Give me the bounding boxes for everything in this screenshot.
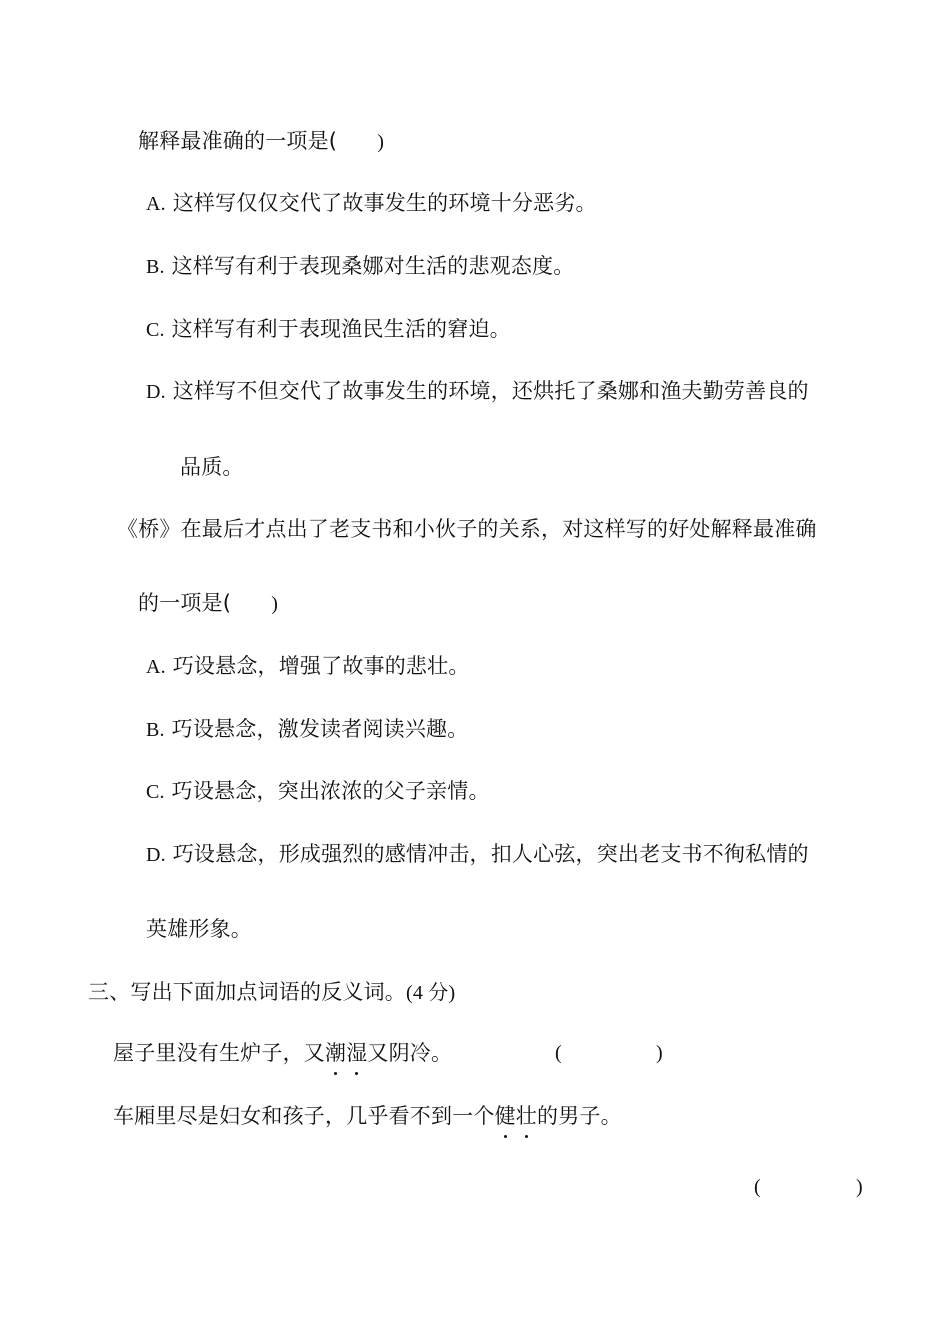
section3-score: (4 分) [406, 982, 456, 1004]
option-letter: B. [146, 256, 165, 278]
option-text: 这样写仅仅交代了故事发生的环境十分恶劣。 [172, 191, 597, 215]
q1-option-d [146, 377, 809, 406]
option-text: 巧设悬念，激发读者阅读兴趣。 [171, 717, 469, 741]
q1-stem-close: ) [377, 131, 385, 153]
item2-before: 车厢里尽是妇女和孩子，几乎看不到一个 [113, 1104, 495, 1128]
q2-stem-close: ) [271, 593, 279, 615]
q1-option-c [146, 315, 511, 344]
item2-answer-open: ( [754, 1176, 761, 1198]
q1-option-d-continuation: 品质。 [180, 455, 244, 479]
emphasis-dot [525, 1135, 528, 1138]
item1-answer-open: ( [555, 1042, 562, 1064]
section3-item1 [113, 1039, 452, 1067]
item1-before: 屋子里没有生炉子，又 [113, 1041, 325, 1065]
q2-option-c [146, 777, 490, 806]
option-text: 巧设悬念，突出浓浓的父子亲情。 [171, 779, 490, 803]
option-letter: D. [146, 844, 166, 866]
section3-heading-text: 三、写出下面加点词语的反义词。 [88, 980, 406, 1004]
q1-stem [138, 127, 384, 156]
option-letter: A. [146, 656, 166, 678]
option-letter: D. [146, 381, 166, 403]
q2-option-b [146, 715, 468, 744]
item1-dotted-word [325, 1039, 367, 1067]
item1-dotted-text: 潮湿 [325, 1041, 368, 1065]
q2-stem-line1: 《桥》在最后才点出了老支书和小伙子的关系，对这样写的好处解释最准确 [117, 517, 817, 541]
option-letter: B. [146, 719, 165, 741]
q2-option-a [146, 652, 470, 681]
option-text: 巧设悬念，形成强烈的感情冲击，扣人心弦，突出老支书不徇私情的 [172, 842, 809, 866]
item2-answer-blank[interactable] [769, 1173, 851, 1201]
option-text: 巧设悬念，增强了故事的悲壮。 [172, 654, 470, 678]
option-text: 这样写有利于表现桑娜对生活的悲观态度。 [171, 254, 575, 278]
emphasis-dot [355, 1072, 358, 1075]
option-text: 这样写有利于表现渔民生活的窘迫。 [171, 317, 511, 341]
emphasis-dot [504, 1135, 507, 1138]
section3-heading [88, 978, 455, 1007]
item2-after: 的男子。 [537, 1104, 622, 1128]
q1-option-b [146, 252, 574, 281]
q2-stem-line2 [138, 589, 278, 618]
option-letter: C. [146, 319, 165, 341]
item2-answer-close: ) [856, 1176, 863, 1198]
item1-answer-blank[interactable] [570, 1039, 652, 1067]
item1-answer-close: ) [656, 1042, 663, 1064]
q2-option-d [146, 840, 809, 869]
section3-item2 [113, 1102, 622, 1130]
q2-option-d-continuation: 英雄形象。 [146, 917, 252, 941]
item2-dotted-text: 健壮 [494, 1104, 538, 1128]
item2-dotted-word [495, 1102, 537, 1130]
q2-stem-text: 的一项是( [138, 591, 232, 615]
q1-stem-text: 解释最准确的一项是( [138, 129, 338, 153]
emphasis-dot [334, 1072, 337, 1075]
item1-after: 又阴冷。 [367, 1041, 453, 1065]
option-letter: A. [146, 193, 166, 215]
q1-option-a [146, 189, 597, 218]
option-letter: C. [146, 781, 165, 803]
option-text: 这样写不但交代了故事发生的环境，还烘托了桑娜和渔夫勤劳善良的 [172, 379, 809, 403]
